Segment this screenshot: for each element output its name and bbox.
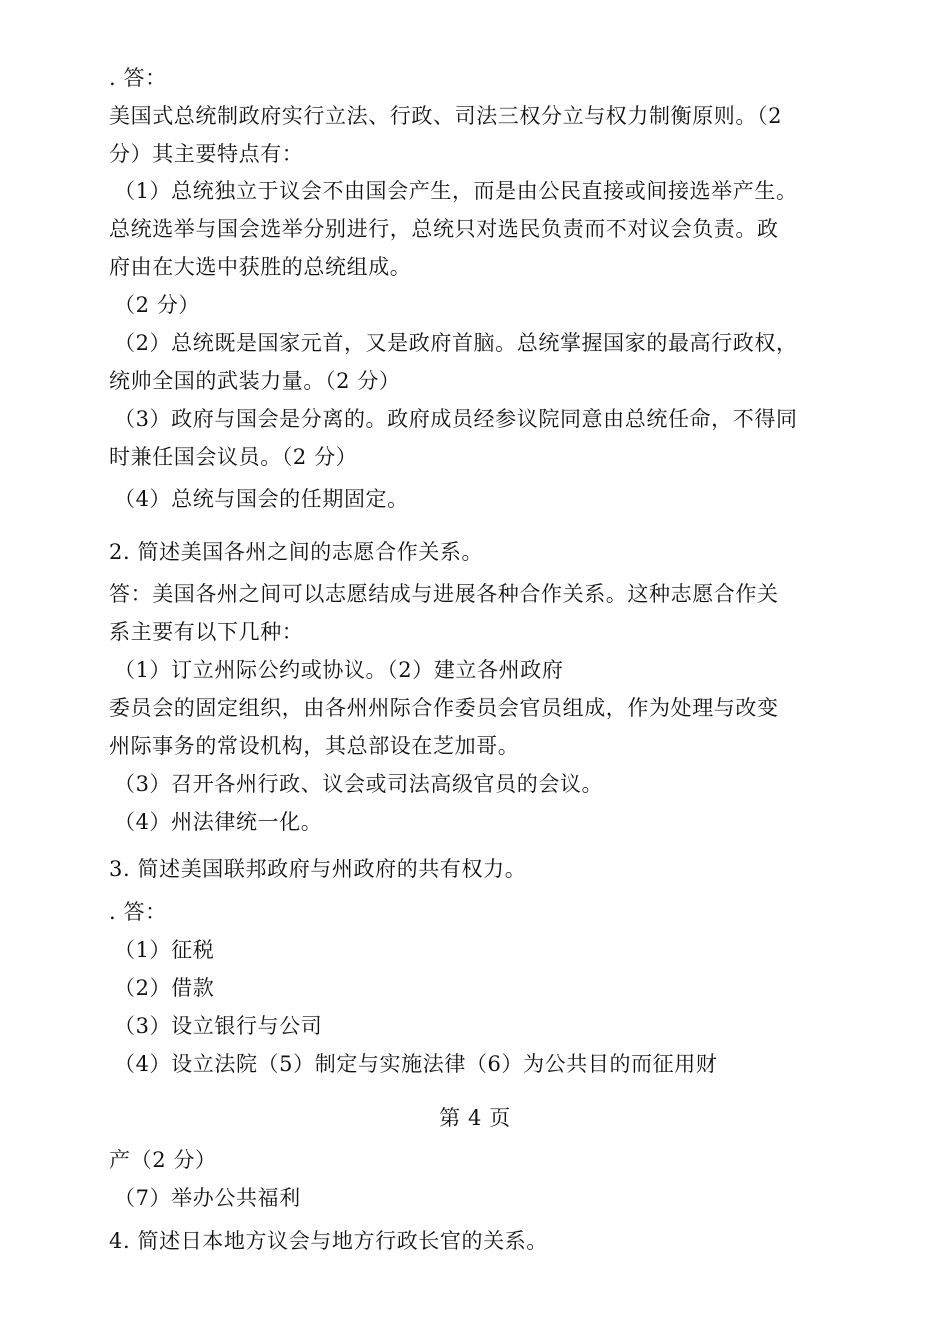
list-item-line: （1）订立州际公约或协议。（2）建立各州政府 bbox=[114, 658, 564, 682]
paragraph-line: 委员会的固定组织，由各州州际合作委员会官员组成，作为处理与改变 bbox=[109, 696, 779, 720]
list-item-3-line: （3）政府与国会是分离的。政府成员经参议院同意由总统任命，不得同 bbox=[114, 407, 798, 431]
list-item-line: （4）设立法院（5）制定与实施法律（6）为公共目的而征用财 bbox=[114, 1052, 718, 1076]
paragraph-line: 分）其主要特点有： bbox=[109, 142, 304, 166]
question-4-heading: 4. 简述日本地方议会与地方行政长官的关系。 bbox=[109, 1229, 548, 1253]
score-note: （2 分） bbox=[114, 293, 201, 317]
answer-label-1: . 答： bbox=[109, 66, 167, 90]
list-item-1-line: （1）总统独立于议会不由国会产生，而是由公民直接或间接选举产生。 bbox=[114, 179, 798, 203]
question-3-heading: 3. 简述美国联邦政府与州政府的共有权力。 bbox=[109, 857, 527, 881]
list-item-line: （4）州法律统一化。 bbox=[114, 810, 323, 834]
paragraph-line: 答：美国各州之间可以志愿结成与进展各种合作关系。这种志愿合作关 bbox=[109, 582, 779, 606]
list-item-4-line: （4）总统与国会的任期固定。 bbox=[114, 487, 409, 511]
paragraph-line: 美国式总统制政府实行立法、行政、司法三权分立与权力制衡原则。（2 bbox=[109, 104, 783, 128]
answer-label-2: . 答： bbox=[109, 900, 167, 924]
paragraph-line: 时兼任国会议员。（2 分） bbox=[109, 445, 358, 469]
paragraph-line: 统帅全国的武装力量。（2 分） bbox=[109, 369, 401, 393]
list-item-line: （2）借款 bbox=[114, 976, 215, 1000]
paragraph-line: 产（2 分） bbox=[109, 1148, 217, 1172]
paragraph-line: 系主要有以下几种： bbox=[109, 620, 304, 644]
paragraph-line: 总统选举与国会选举分别进行，总统只对选民负责而不对议会负责。政 bbox=[109, 217, 779, 241]
list-item-line: （1）征税 bbox=[114, 938, 215, 962]
list-item-line: （3）设立银行与公司 bbox=[114, 1014, 323, 1038]
list-item-2-line: （2）总统既是国家元首，又是政府首脑。总统掌握国家的最高行政权， bbox=[114, 331, 798, 355]
paragraph-line: 府由在大选中获胜的总统组成。 bbox=[109, 255, 412, 279]
paragraph-line: 州际事务的常设机构，其总部设在芝加哥。 bbox=[109, 734, 520, 758]
question-2-heading: 2. 简述美国各州之间的志愿合作关系。 bbox=[109, 540, 484, 564]
list-item-line: （7）举办公共福利 bbox=[114, 1186, 301, 1210]
list-item-line: （3）召开各州行政、议会或司法高级官员的会议。 bbox=[114, 772, 604, 796]
page-number: 第 4 页 bbox=[439, 1106, 511, 1130]
